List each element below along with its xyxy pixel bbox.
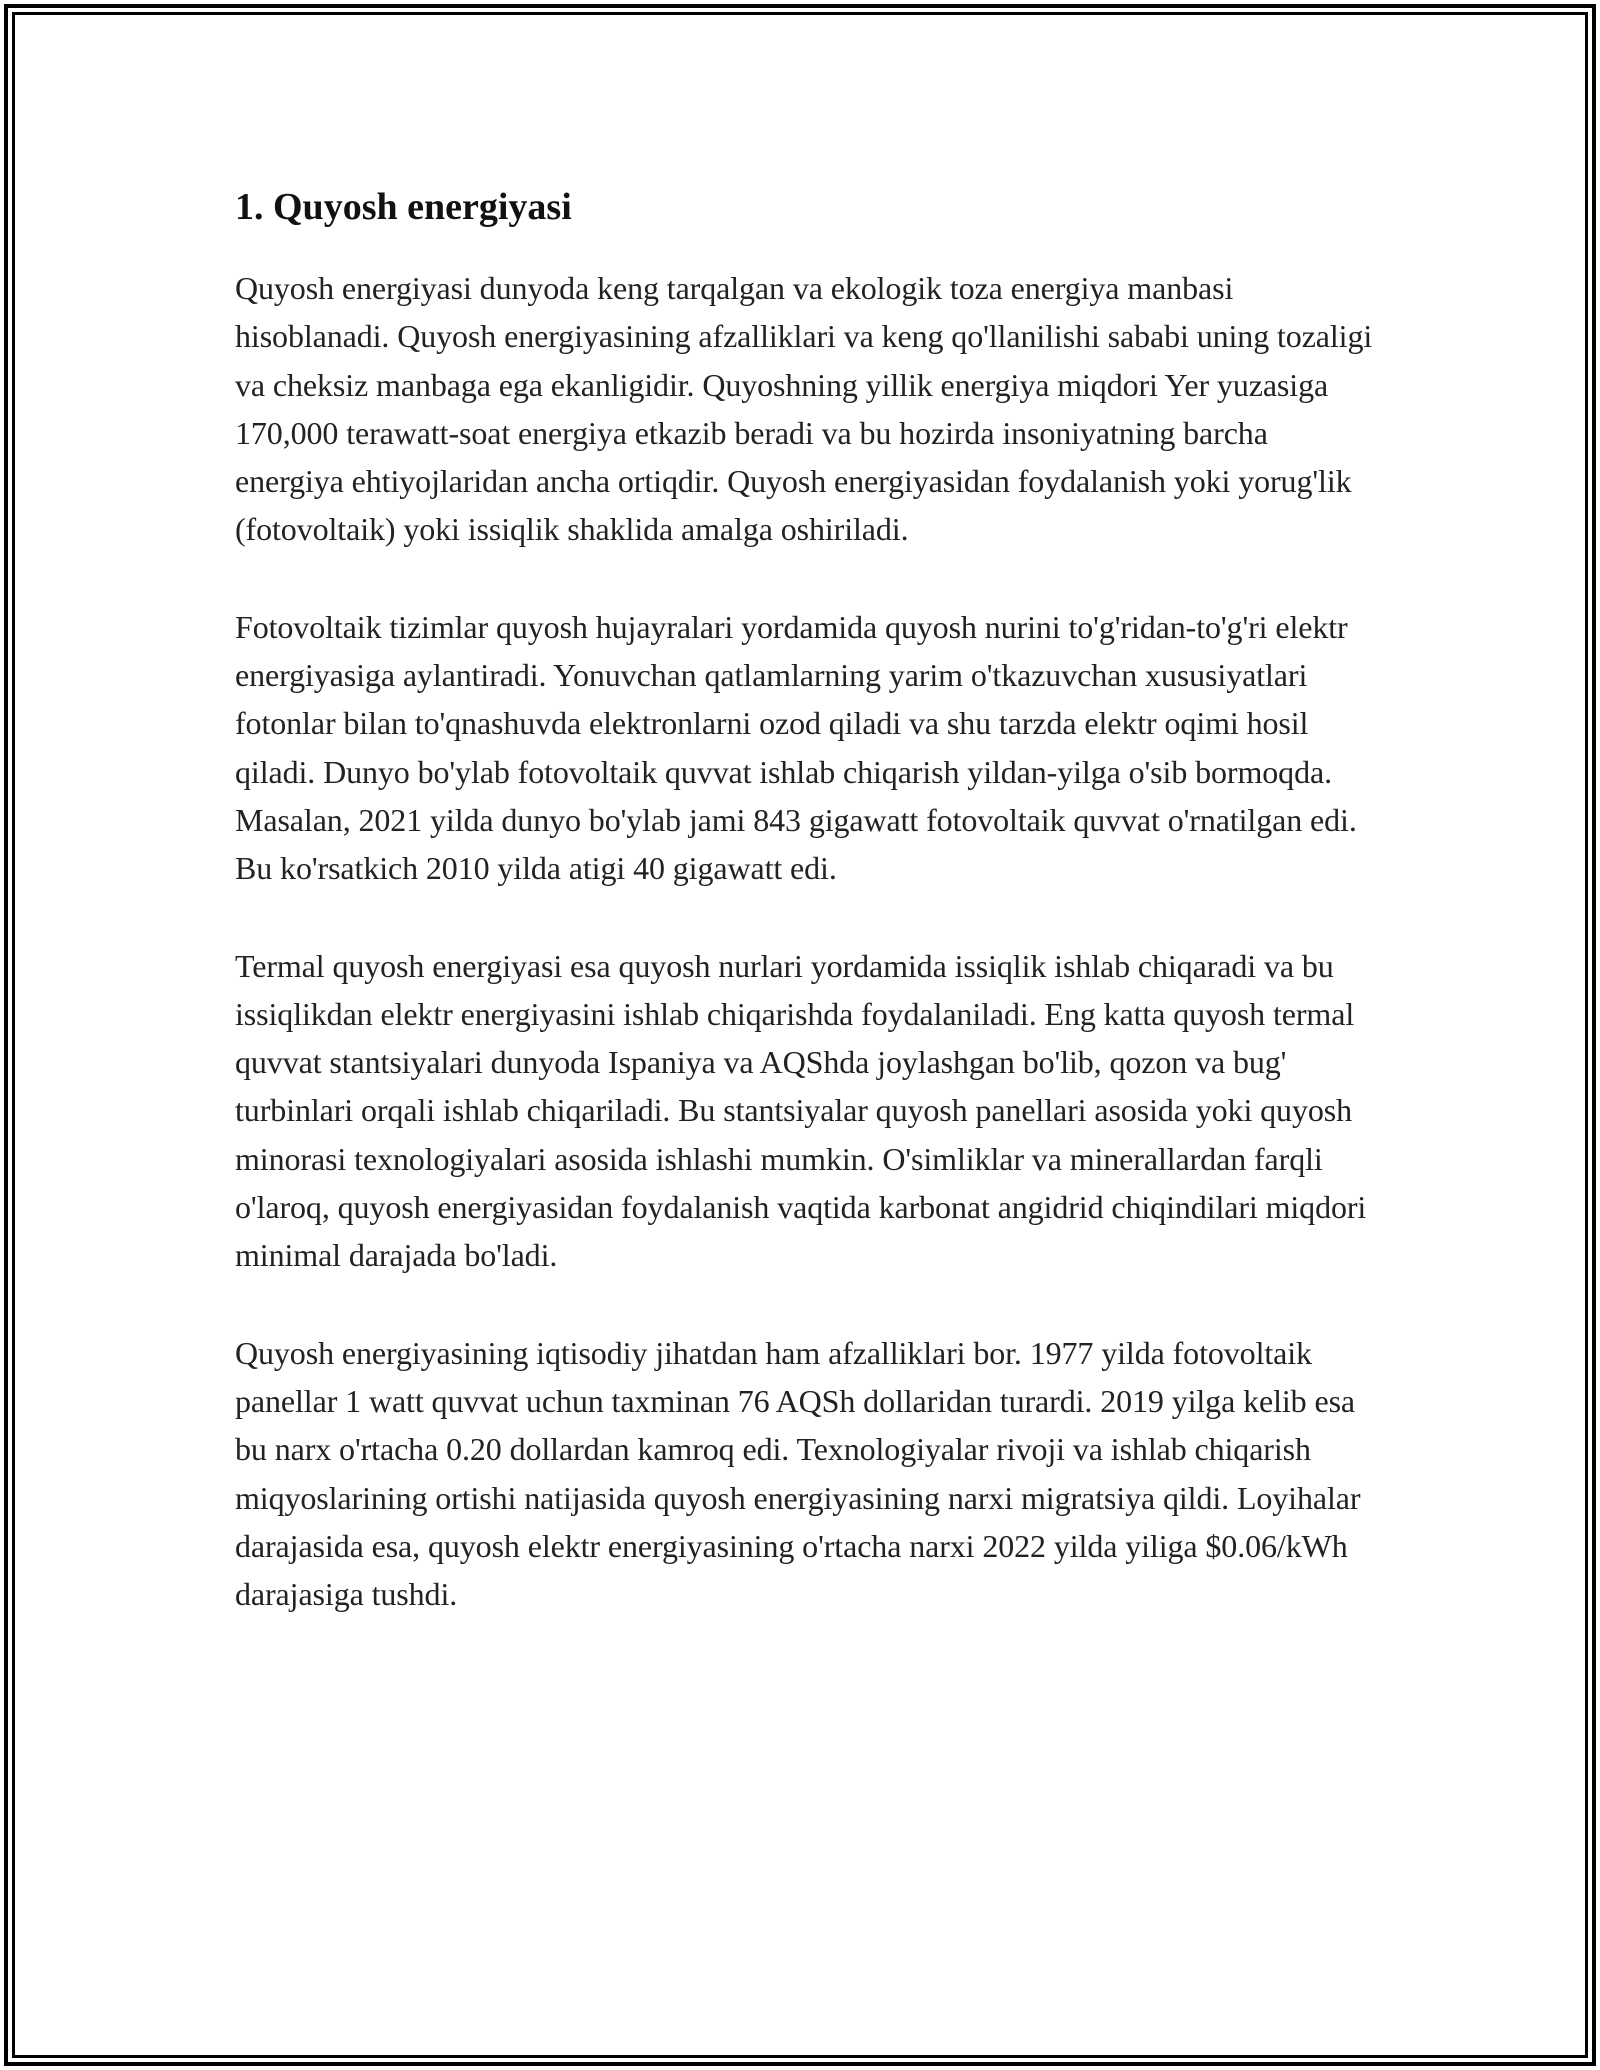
section-heading: 1. Quyosh energiyasi [235, 186, 572, 228]
paragraph-intro: Quyosh energiyasi dunyoda keng tarqalgan va ekologik toza energiya manbasi hisoblanadi. Quyosh energiyasining afzalliklari va keng qo'llanilishi sababi uning tozaligi va cheksiz manbaga ega ekanligidir. Quyoshning yillik energiya miqdori Yer yuzasiga 170,000 terawatt-soat energiya etkazib beradi va bu hozirda insoniyatning barcha energiya ehtiyojlaridan ancha ortiqdir. Quyosh energiyasidan foydalanish yoki yorug'lik (fotovoltaik) yoki issiqlik shaklida amalga oshiriladi. [235, 270, 1373, 548]
paragraph-thermal: Termal quyosh energiyasi esa quyosh nurlari yordamida issiqlik ishlab chiqaradi va bu issiqlikdan elektr energiyasini ishlab chiqarishda foydalaniladi. Eng katta quyosh termal quvvat stantsiyalari dunyoda Ispaniya va AQShda joylashgan bo'lib, qozon va bug' turbinlari orqali ishlab chiqariladi. Bu stantsiyalar quyosh panellari asosida yoki quyosh minorasi texnologiyalari asosida ishlashi mumkin. O'simliklar va minerallardan farqli o'laroq, quyosh energiyasidan foydalanish vaqtida karbonat angidrid chiqindilari miqdori minimal darajada bo'ladi. [235, 947, 1367, 1274]
document-body [235, 184, 1375, 1618]
paragraph-photovoltaic: Fotovoltaik tizimlar quyosh hujayralari yordamida quyosh nurini to'g'ridan-to'g'ri elektr energiyasiga aylantiradi. Yonuvchan qatlamlarning yarim o'tkazuvchan xususiyatlari fotonlar bilan to'qnashuvda elektronlarni ozod qiladi va shu tarzda elektr oqimi hosil qiladi. Dunyo bo'ylab fotovoltaik quvvat ishlab chiqarish yildan-yilga o'sib bormoqda. Masalan, 2021 yilda dunyo bo'ylab jami 843 gigawatt fotovoltaik quvvat o'rnatilgan edi. Bu ko'rsatkich 2010 yilda atigi 40 gigawatt edi. [235, 608, 1357, 887]
paragraph-economics: Quyosh energiyasining iqtisodiy jihatdan ham afzalliklari bor. 1977 yilda fotovoltaik panellar 1 watt quvvat uchun taxminan 76 AQSh dollaridan turardi. 2019 yilga kelib esa bu narx o'rtacha 0.20 dollardan kamroq edi. Texnologiyalar rivoji va ishlab chiqarish miqyoslarining ortishi natijasida quyosh energiyasining narxi migratsiya qildi. Loyihalar darajasida esa, quyosh elektr energiyasining o'rtacha narxi 2022 yilda yiliga $0.06/kWh darajasiga tushdi. [235, 1334, 1361, 1613]
